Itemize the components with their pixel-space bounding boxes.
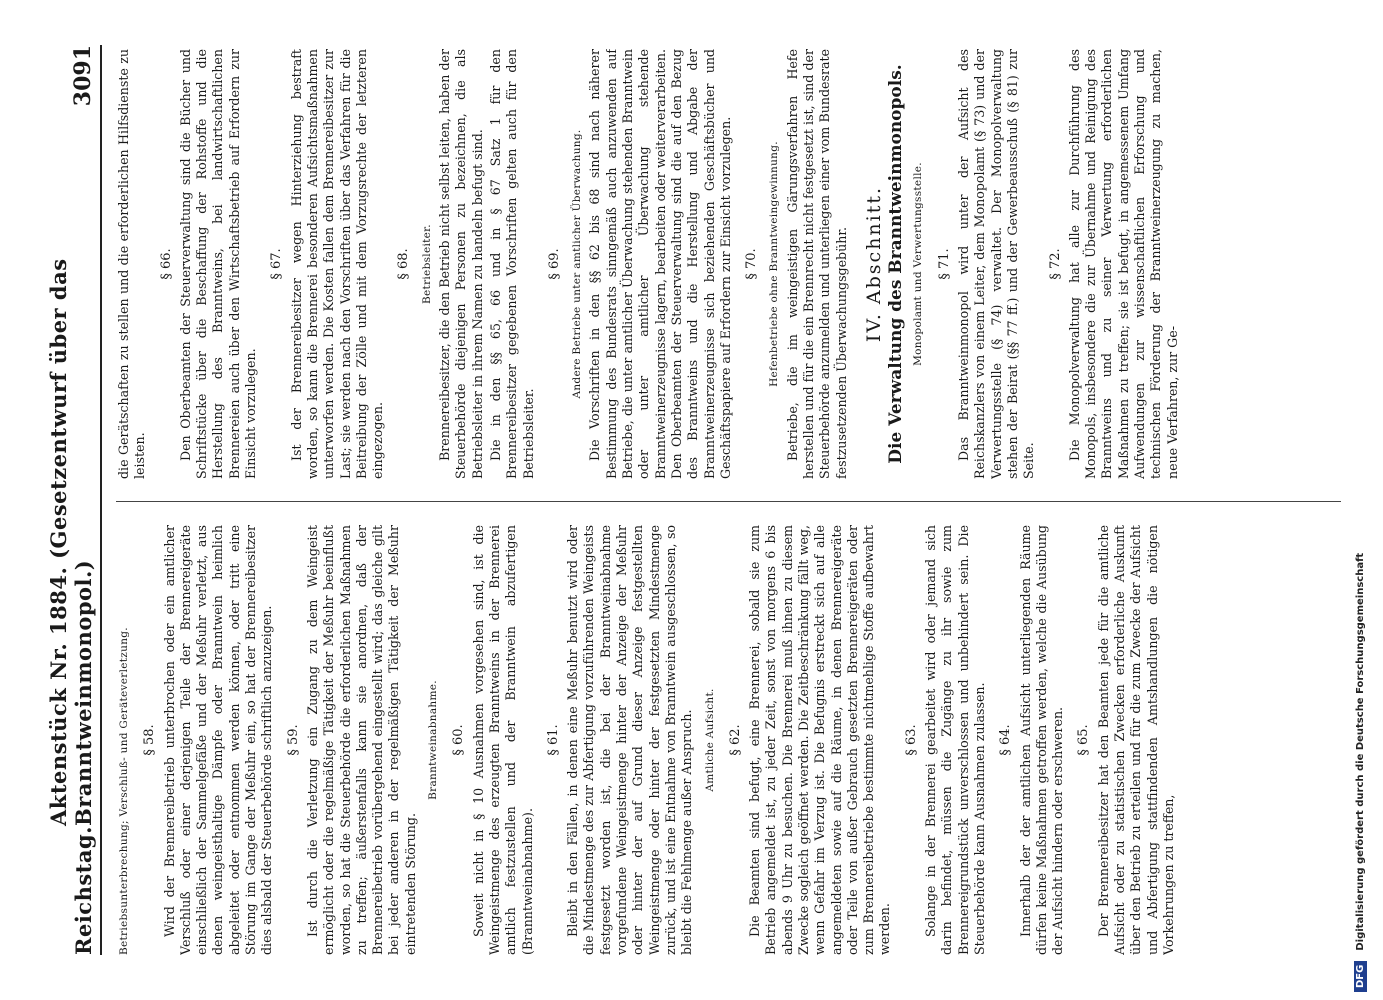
section-heading: § 72. — [1047, 248, 1063, 280]
page-header — [46, 45, 102, 955]
subheading: Andere Betriebe unter amtlicher Überwachung. — [571, 129, 584, 399]
section-heading: § 69. — [546, 248, 562, 280]
paragraph: Den Oberbeamten der Steuerverwaltung sind die Bücher und Schriftstücke über die Beschaffung der Rohstoffe und die Herstellung des Branntweins, bei landwirtschaftlichen Brennereien auch über den Wirtschaftsbetrieb auf Erfordern zur Einsicht vorzulegen. — [177, 49, 259, 479]
subheading: Monopolamt und Verwertungsstelle. — [912, 162, 925, 366]
subheading: Amtliche Aufsicht. — [703, 688, 716, 792]
document-page — [40, 45, 1350, 955]
digitization-credit — [1345, 0, 1375, 1000]
paragraph: Ist der Brennereibesitzer wegen Hinterziehung bestraft worden, so kann die Brennerei besonderen Aufsichtsmaßnahmen unterworfen werden. Die Kosten fallen dem Brennereibesitzer zur Last; sie werden nach den Vorschriften über das Verfahren für die Beitreibung der Zölle und mit dem Vorzugsrechte der letzteren eingezogen. — [288, 49, 386, 479]
section-heading: § 66. — [158, 248, 174, 280]
right-column — [116, 49, 1341, 479]
subheading: Hefenbetriebe ohne Branntweingewinnung. — [768, 141, 781, 387]
paragraph: Innerhalb der der amtlichen Aufsicht unterliegenden Räume dürfen keine Maßnahmen getroffen werden, welche die Ausübung der Aufsicht hindern oder erschweren. — [1017, 525, 1066, 955]
paragraph: Die in den §§ 65, 66 und in § 67 Satz 1 für den Brennereibesitzer gegebenen Vorschriften gelten auch für den Betriebsleiter. — [487, 49, 536, 479]
section-heading: § 71. — [936, 248, 952, 280]
section-heading: § 63. — [903, 724, 919, 756]
subheading: Betriebsleiter. — [420, 224, 433, 304]
paragraph: die Gerätschaften zu stellen und die erforderlichen Hilfsdienste zu leisten. — [116, 49, 148, 479]
paragraph: Wird der Brennereibetrieb unterbrochen oder ein amtlicher Verschluß oder einer derjenigen Teile der Brennereigeräte einschließlich der Sammelgefäße und der Meßuhr verletzt, aus denen weingeisthaltige Dämpfe oder Branntwein heimlich abgeleitet oder entnommen werden können, oder tritt eine Störung im Gange der Meßuhr ein, so hat der Brennereibesitzer dies alsbald der Steuerbehörde schriftlich anzuzeigen. — [161, 525, 275, 955]
section-heading: § 68. — [396, 248, 412, 280]
subheading: Branntweinabnahme. — [427, 680, 440, 800]
header-left: Reichstag. — [71, 826, 96, 955]
dfg-logo: DFG — [1354, 961, 1367, 992]
credit-text: Digitalisierung gefördert durch die Deutsche Forschungsgemeinschaft — [1354, 552, 1366, 951]
paragraph: Die Beamten sind befugt, eine Brennerei, sobald sie zum Betrieb angemeldet ist, zu jeder Zeit, sonst von morgens 6 bis abends 9 Uhr zu besuchen. Die Brennerei muß ihnen zu diesem Zwecke sogleich geöffnet werden. Die Zeitbeschränkung fällt weg, wenn Gefahr im Verzug ist. Die Befugnis erstreckt sich auf alle angemeldeten sowie auf die Räume, in denen Brennereigeräte oder Teile von außer Gebrauch gesetzten Brennereigeräten oder zum Brennereibetriebe bestimmte nichtmehlige Stoffe aufbewahrt werden. — [747, 525, 893, 955]
section-heading: § 70. — [744, 248, 760, 280]
column-divider — [116, 501, 1341, 502]
section-heading: § 62. — [727, 724, 743, 756]
paragraph: Ist durch die Verletzung ein Zugang zu dem Weingeist ermöglicht oder die regelmäßige Tätigkeit der Meßuhr beeinflußt worden, so hat die Steuerbehörde die erforderlichen Maßnahmen zu treffen; äußerstenfalls kann sie anordnen, daß der Brennereibetrieb vorübergehend eingestellt wird; das gleiche gilt bei jeder anderen in der regelmäßigen Tätigkeit der Meßuhr eintretenden Störung. — [304, 525, 418, 955]
subheading: Betriebsunterbrechung; Verschluß- und Geräteverletzung. — [118, 627, 130, 955]
paragraph: Das Branntweinmonopol wird unter der Aufsicht des Reichskanzlers von einem Leiter, dem Monopolamt (§ 73) und der Verwertungsstelle (§ 74) verwaltet. Der Monopolverwaltung stehen der Beirat (§§ 77 ff.) und der Gewerbeausschuß (§ 81) zur Seite. — [956, 49, 1037, 479]
paragraph: Die Vorschriften in den §§ 62 bis 68 sind nach näherer Bestimmung des Bundesrats sinngemäß auch anzuwenden auf Betriebe, die unter amtlicher Überwachung stehenden Branntwein oder unter amtlicher Überwachung stehende Branntweinerzeugnisse lagern, bearbeiten oder weiterverarbeiten. Den Oberbeamten der Steuerverwaltung sind die auf den Bezug des Branntweins und die Herstellung und Abgabe der Branntweinerzeugnisse sich beziehenden Geschäftsbücher und Geschäftspapiere auf Erfordern zur Einsicht vorzulegen. — [587, 49, 733, 479]
section-heading: § 64. — [998, 724, 1014, 756]
header-title: Aktenstück Nr. 1884. (Gesetzentwurf über das Branntweinmonopol.) — [46, 258, 96, 827]
paragraph: Betriebe, die im weingeistigen Gärungsverfahren Hefe herstellen und für die ein Brennrecht nicht festgesetzt ist, sind der Steuerbehörde anzumelden und unterliegen einer vom Bundesrate festzusetzenden Überwachungsgebühr. — [784, 49, 849, 479]
paragraph: Der Brennereibesitzer hat den Beamten jede für die amtliche Aufsicht oder zu statistischen Zwecken erforderliche Auskunft über den Betrieb zu erteilen und für die zum Zwecke der Aufsicht und Abfertigung stattfindenden Amtshandlungen die nötigen Vorkehrungen zu treffen, — [1095, 525, 1176, 955]
paragraph: Brennereibesitzer, die den Betrieb nicht selbst leiten, haben der Steuerbehörde diejenigen Personen zu bezeichnen, die als Betriebsleiter in ihrem Namen zu handeln befugt sind. — [437, 49, 485, 479]
section-heading: § 60. — [451, 724, 467, 756]
section-heading: § 65. — [1076, 724, 1092, 756]
paragraph: Bleibt in den Fällen, in denen eine Meßuhr benutzt wird oder die Mindestmenge des zur Abfertigung vorzuführenden Weingeists festgesetzt worden ist, die bei der Branntweinabnahme vorgefundene Weingeistmenge hinter der Anzeige der Meßuhr oder hinter der auf Grund dieser Anzeige festgestellten Weingeistmenge oder hinter der festgesetzten Mindestmenge zurück, und ist eine Entnahme von Branntwein ausgeschlossen, so bleibt die Fehlmenge außer Anspruch. — [565, 525, 695, 955]
paragraph: Die Monopolverwaltung hat alle zur Durchführung des Monopols, insbesondere die zur Übernahme und Reinigung des Branntweins und zu seiner Verwertung erforderlichen Maßnahmen zu treffen; sie ist befugt, in angemessenem Umfang Aufwendungen zur wissenschaftlichen Erforschung und technischen Förderung der Branntweinerzeugung zu machen, neue Verfahren, zur Ge- — [1066, 49, 1180, 479]
section-heading: § 58. — [142, 724, 158, 756]
chapter-title: Die Verwaltung des Branntweinmonopols. — [886, 64, 907, 464]
section-heading: § 59. — [285, 724, 301, 756]
page-number: 3091 — [70, 45, 96, 107]
section-heading: § 67. — [269, 248, 285, 280]
paragraph: Soweit nicht in § 10 Ausnahmen vorgesehen sind, ist die Weingeistmenge des erzeugten Branntweins in der Brennerei amtlich festzustellen und der Branntwein abzufertigen (Branntweinabnahme). — [470, 525, 535, 955]
left-column — [116, 525, 1341, 955]
chapter-heading: IV. Abschnitt. — [862, 185, 885, 343]
section-heading: § 61. — [545, 724, 561, 756]
paragraph: Solange in der Brennerei gearbeitet wird oder jemand sich darin befindet, müssen die Zugänge zu ihr sowie zum Brennereigrundstück unverschlossen und unbehindert sein. Die Steuerbehörde kann Ausnahmen zulassen. — [923, 525, 987, 955]
